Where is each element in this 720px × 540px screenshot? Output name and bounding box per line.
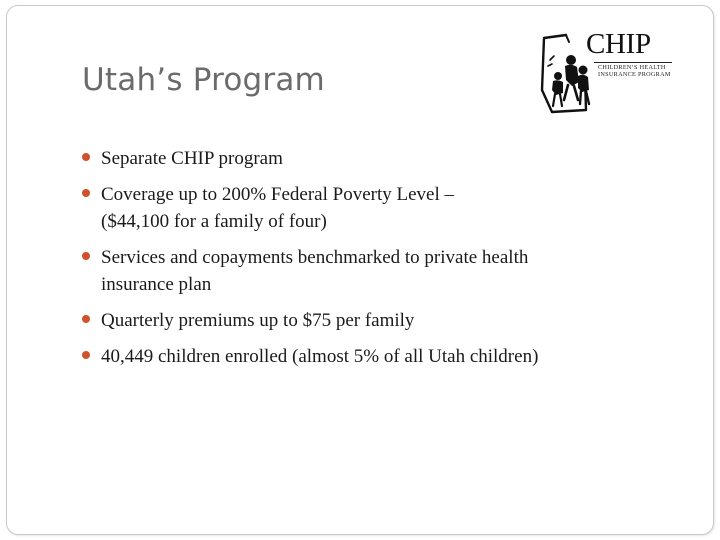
logo-subtitle (598, 64, 671, 78)
bullet-list (82, 145, 682, 379)
bullet-item (82, 145, 682, 172)
bullet-text: Services and copayments benchmarked to private health (101, 247, 529, 268)
logo-subtitle-line-2: INSURANCE PROGRAM (598, 71, 671, 78)
slide-title: Utah’s Program (82, 62, 325, 98)
bullet-text: ($44,100 for a family of four) (101, 211, 327, 232)
bullet-dot-icon (82, 315, 90, 323)
bullet-item (82, 307, 682, 334)
bullet-item (82, 244, 682, 298)
bullet-text: Separate CHIP program (101, 148, 283, 169)
bullet-item (82, 181, 682, 235)
logo-divider (594, 62, 672, 63)
bullet-text: 40,449 children enrolled (almost 5% of all Utah children) (101, 346, 539, 367)
bullet-dot-icon (82, 252, 90, 260)
bullet-item (82, 343, 682, 370)
bullet-text: Coverage up to 200% Federal Poverty Level – (101, 184, 454, 205)
logo-subtitle-line-1: CHILDREN’S HEALTH (598, 64, 666, 71)
bullet-text: Quarterly premiums up to $75 per family (101, 310, 415, 331)
bullet-dot-icon (82, 153, 90, 161)
bullet-text: insurance plan (101, 274, 212, 295)
bullet-dot-icon (82, 189, 90, 197)
bullet-dot-icon (82, 351, 90, 359)
chip-logo (536, 26, 676, 114)
logo-wordmark: CHIP (586, 28, 651, 60)
